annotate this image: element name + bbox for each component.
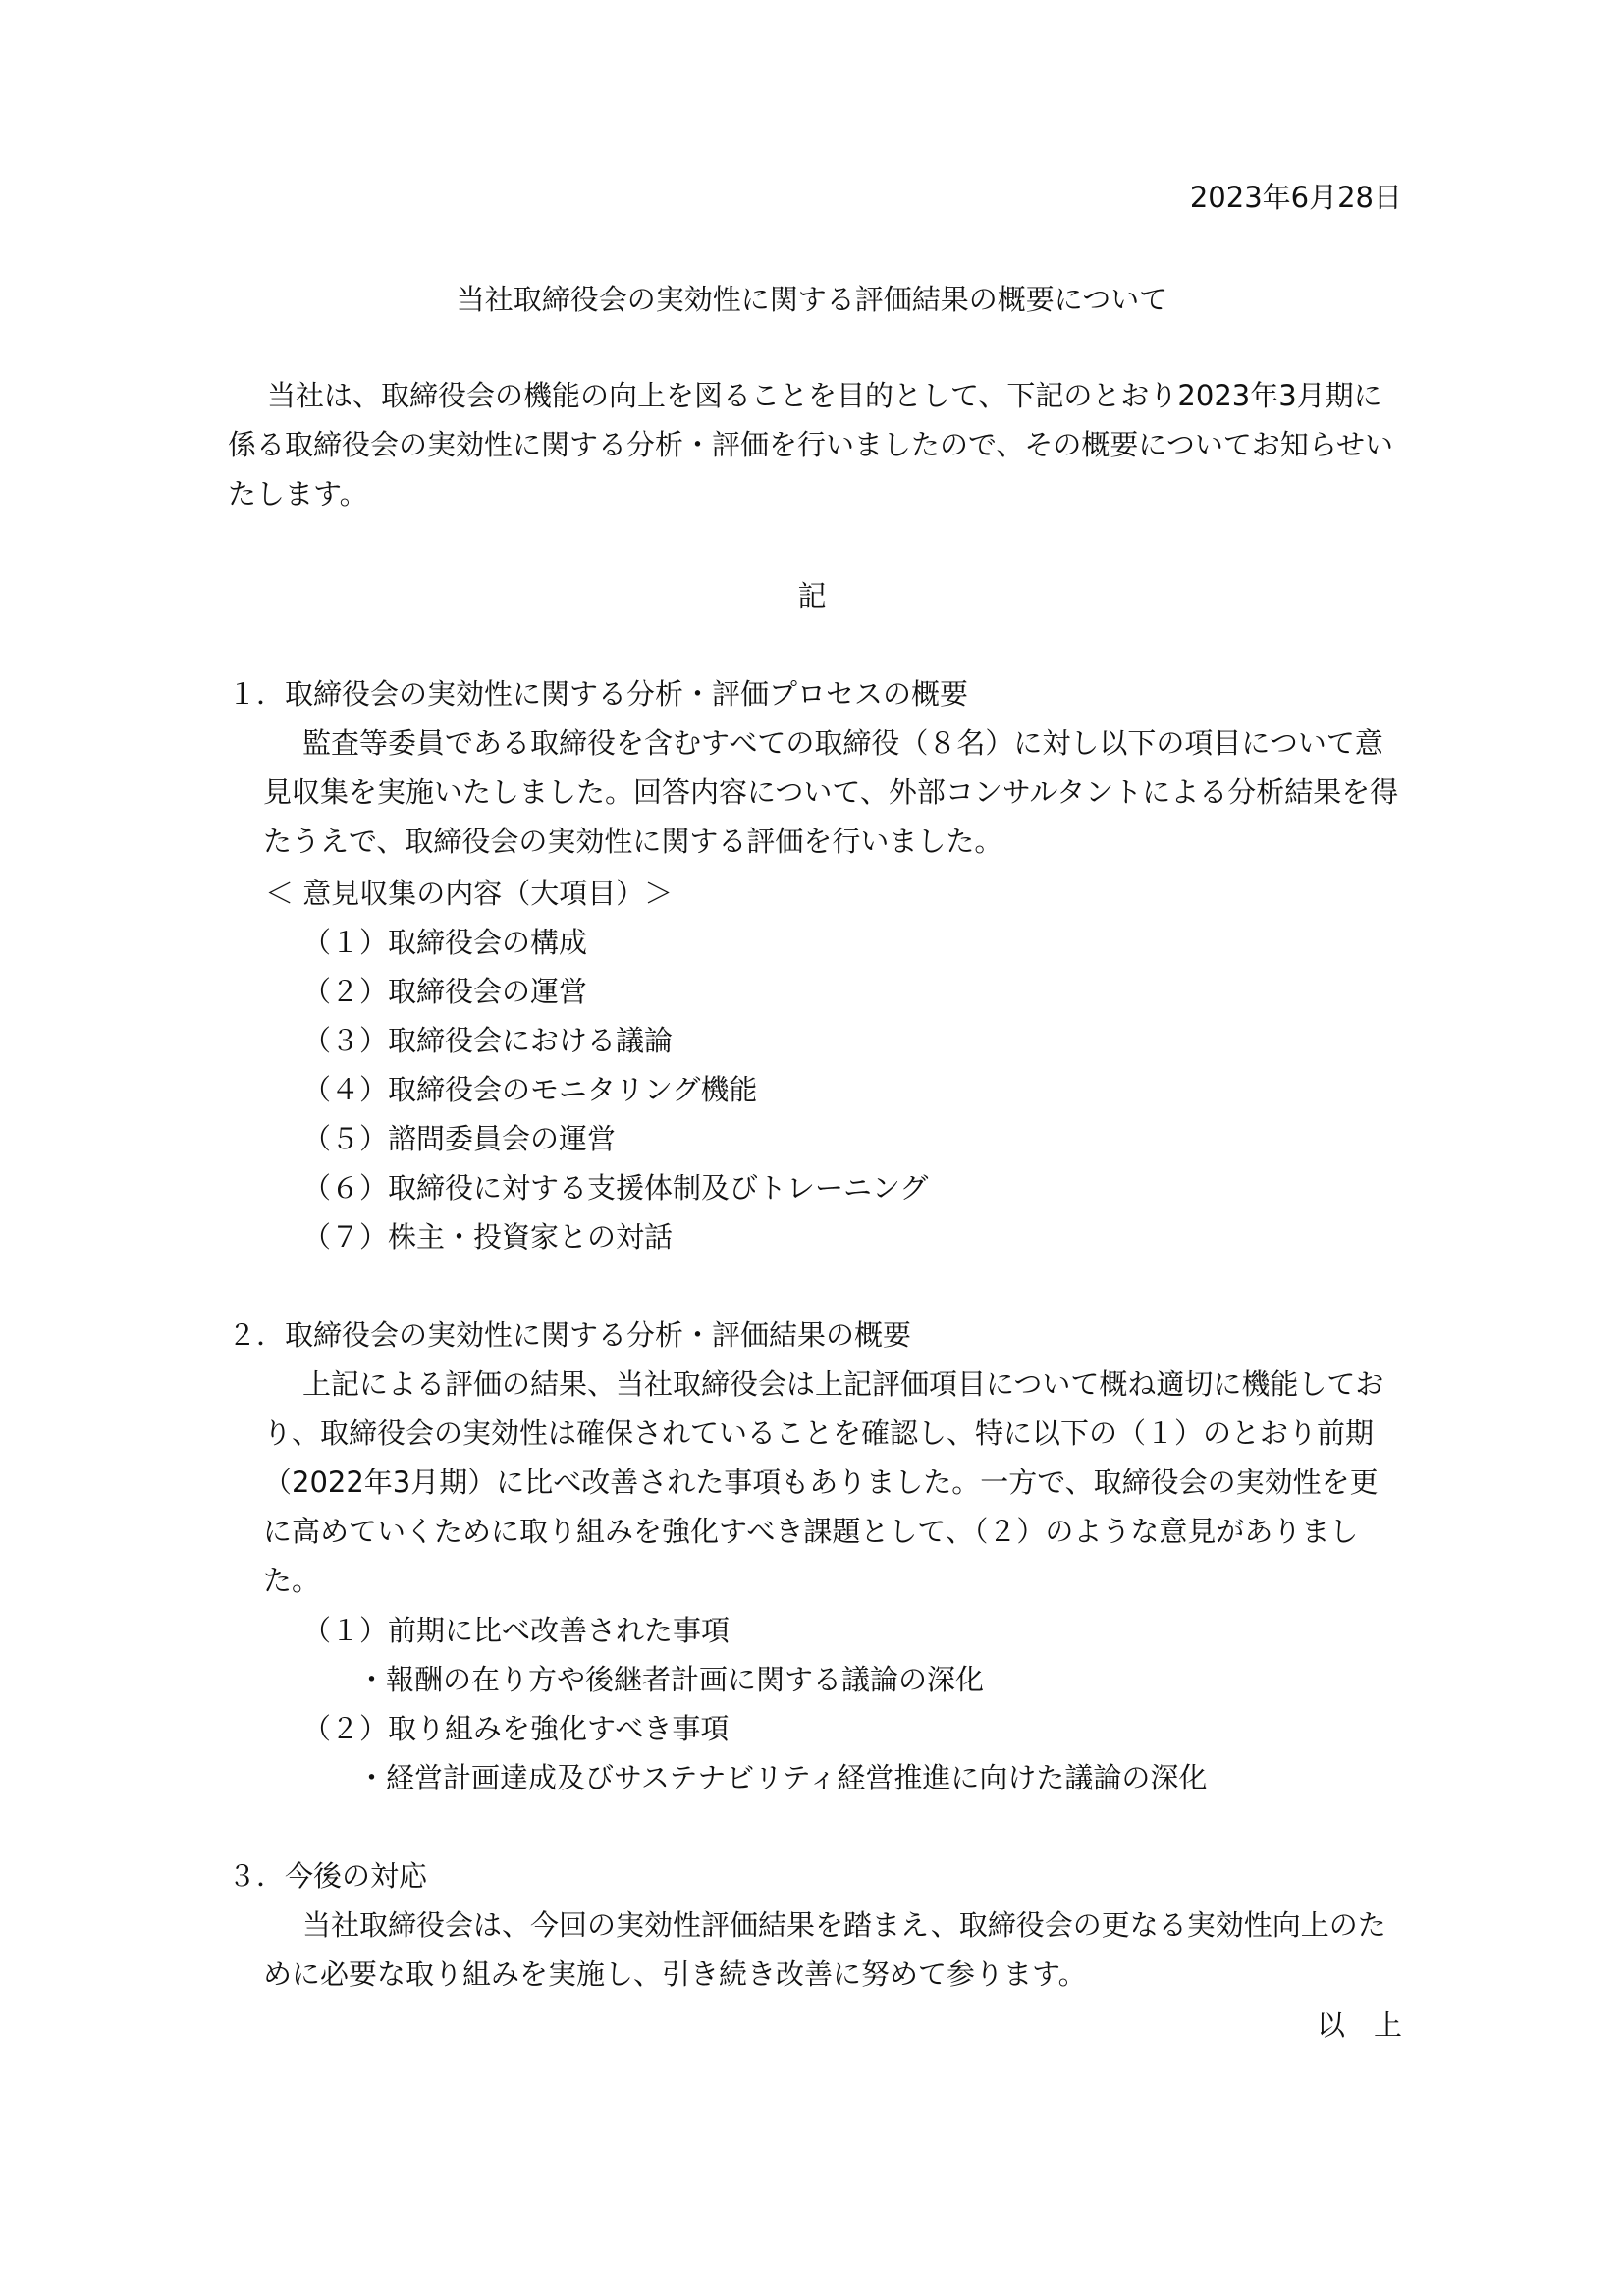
section1-item: （１）取締役会の構成: [302, 926, 588, 959]
section1-item: （３）取締役会における議論: [302, 1024, 674, 1057]
document-title: 当社取締役会の実効性に関する評価結果の概要について: [456, 283, 1168, 316]
section1-heading: １．取締役会の実効性に関する分析・評価プロセスの概要: [228, 677, 969, 711]
section1-item: （６）取締役に対する支援体制及びトレーニング: [302, 1171, 929, 1204]
section2-sub1-title: （１）前期に比べ改善された事項: [302, 1614, 731, 1647]
section2-sub1-item: ・報酬の在り方や後継者計画に関する議論の深化: [357, 1663, 985, 1696]
section1-item: （４）取締役会のモニタリング機能: [302, 1073, 758, 1106]
document-date: 2023年6月28日: [1189, 181, 1402, 214]
section1-list-title: ＜ 意見収集の内容（大項目）＞: [265, 877, 674, 910]
section1-item: （２）取締役会の運営: [302, 975, 588, 1008]
ki-marker: 記: [797, 579, 827, 613]
section2-body: 上記による評価の結果、当社取締役会は上記評価項目について概ね適切に機能しており、取締役会の実効性は確保されていることを確認し、特に以下の（１）のとおり前期（2022年3月期）に比べ改善された事項もありました。一方で、取締役会の実効性を更に高めていくために取り組みを強化すべき課題として、（２）のような意見がありました。: [263, 1367, 1384, 1597]
section3-body: 当社取締役会は、今回の実効性評価結果を踏まえ、取締役会の更なる実効性向上のために必要な取り組みを実施し、引き続き改善に努めて参ります。: [263, 1908, 1386, 1991]
section2-heading: ２．取締役会の実効性に関する分析・評価結果の概要: [228, 1318, 912, 1352]
section1-body: 監査等委員である取締役を含むすべての取締役（８名）に対し以下の項目について意見収集を実施いたしました。回答内容について、外部コンサルタントによる分析結果を得たうえで、取締役会の実効性に関する評価を行いました。: [263, 726, 1399, 858]
section2-sub2-item: ・経営計画達成及びサステナビリティ経営推進に向けた議論の深化: [357, 1761, 1208, 1794]
section2-sub2-title: （２）取り組みを強化すべき事項: [302, 1712, 730, 1745]
section1-item: （７）株主・投資家との対話: [302, 1220, 674, 1254]
intro-paragraph: 当社は、取締役会の機能の向上を図ることを目的として、下記のとおり2023年3月期に係る取締役会の実効性に関する分析・評価を行いましたので、その概要についてお知らせいたします。: [228, 379, 1393, 510]
closing-mark: 以 上: [1316, 2008, 1402, 2042]
section3-heading: ３．今後の対応: [228, 1859, 428, 1893]
section1-item: （５）諮問委員会の運営: [302, 1122, 617, 1155]
